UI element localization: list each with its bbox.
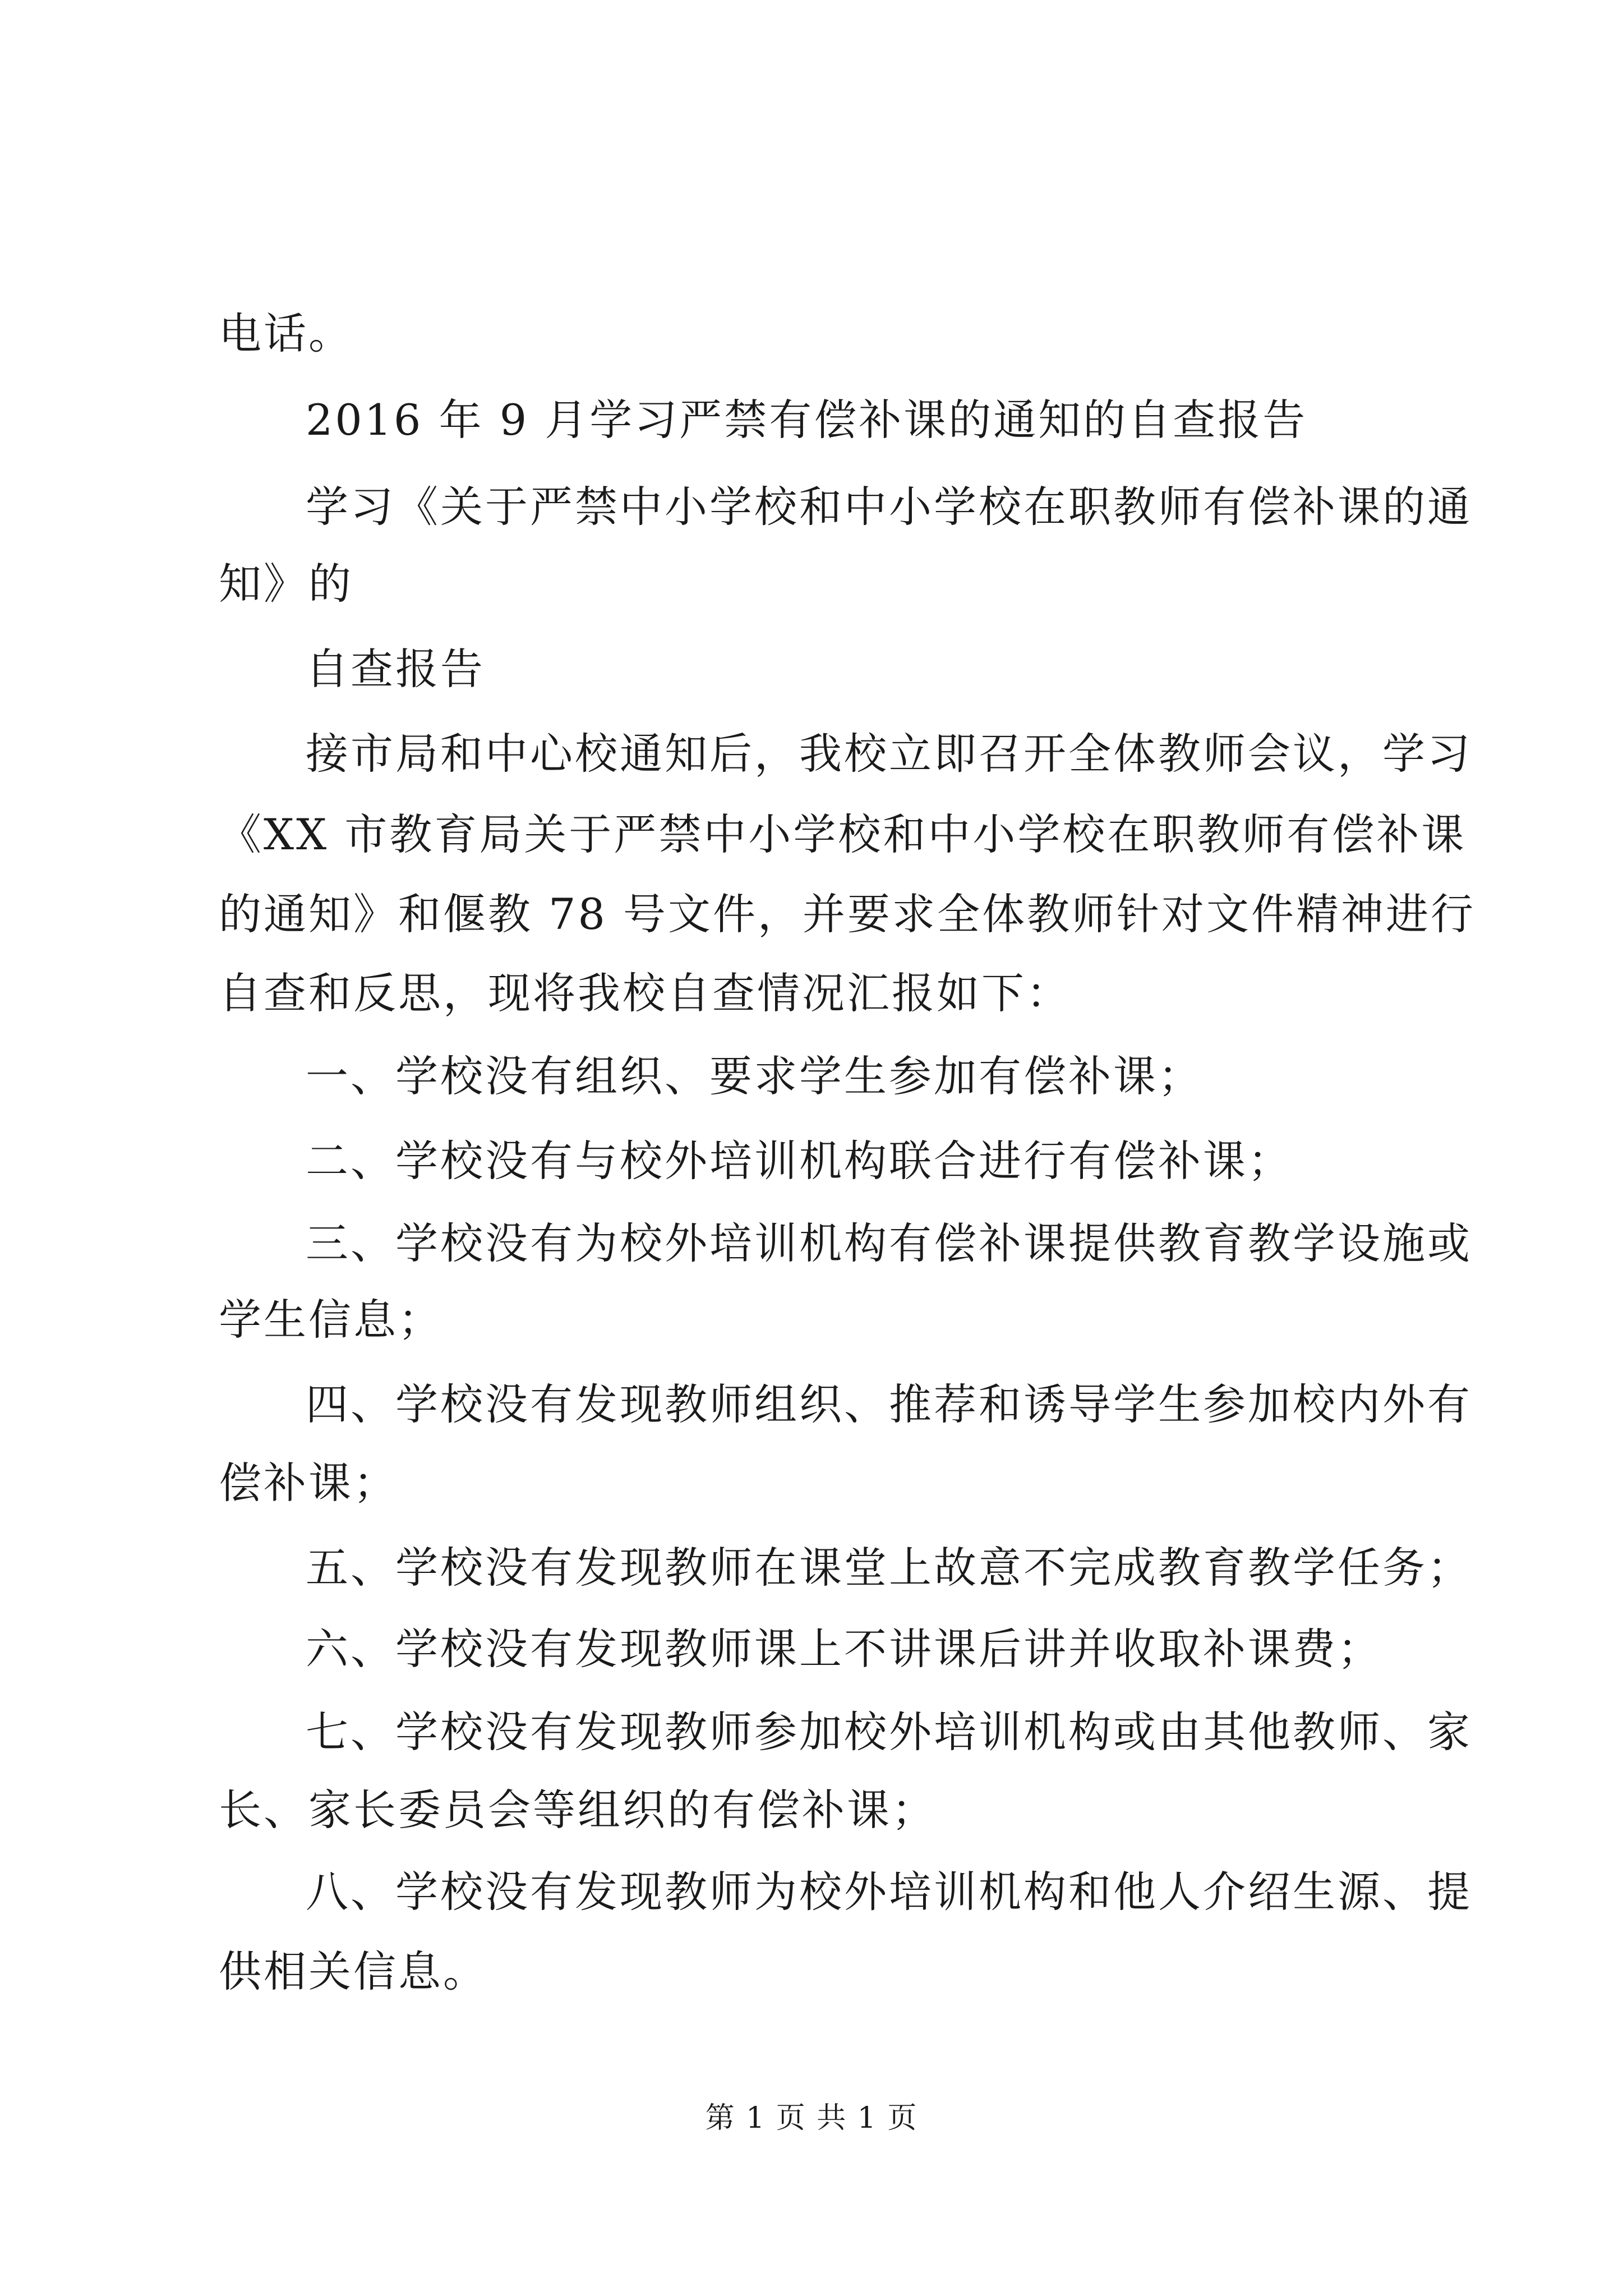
text-line: 供相关信息。 <box>219 1947 488 1996</box>
text-line: 接市局和中心校通知后，我校立即召开全体教师会议，学习 <box>306 729 1472 779</box>
text-line: 七、学校没有发现教师参加校外培训机构或由其他教师、家 <box>306 1707 1472 1757</box>
text-line: 偿补课； <box>219 1458 398 1508</box>
text-line: 三、学校没有为校外培训机构有偿补课提供教育教学设施或 <box>306 1218 1472 1268</box>
text-line: 六、学校没有发现教师课上不讲课后讲并收取补课费； <box>306 1624 1382 1674</box>
text-line: 电话。 <box>219 309 353 358</box>
text-line: 《XX 市教育局关于严禁中小学校和中小学校在职教师有偿补课 <box>219 809 1467 859</box>
text-line: 知》的 <box>219 559 353 609</box>
text-line: 自查报告 <box>306 644 485 694</box>
text-line: 学生信息； <box>219 1295 443 1345</box>
text-line: 2016 年 9 月学习严禁有偿补课的通知的自查报告 <box>306 395 1308 445</box>
text-line: 长、家长委员会等组织的有偿补课； <box>219 1785 937 1835</box>
text-line: 学习《关于严禁中小学校和中小学校在职教师有偿补课的通 <box>306 482 1472 532</box>
text-line: 一、学校没有组织、要求学生参加有偿补课； <box>306 1051 1203 1101</box>
text-line: 的通知》和偃教 78 号文件，并要求全体教师针对文件精神进行 <box>219 889 1476 939</box>
page-number: 第 1 页 共 1 页 <box>705 2101 918 2135</box>
text-line: 自查和反思，现将我校自查情况汇报如下： <box>219 968 1071 1018</box>
text-line: 八、学校没有发现教师为校外培训机构和他人介绍生源、提 <box>306 1867 1472 1917</box>
text-line: 五、学校没有发现教师在课堂上故意不完成教育教学任务； <box>306 1543 1472 1593</box>
text-line: 四、学校没有发现教师组织、推荐和诱导学生参加校内外有 <box>306 1379 1472 1429</box>
text-line: 二、学校没有与校外培训机构联合进行有偿补课； <box>306 1136 1293 1186</box>
